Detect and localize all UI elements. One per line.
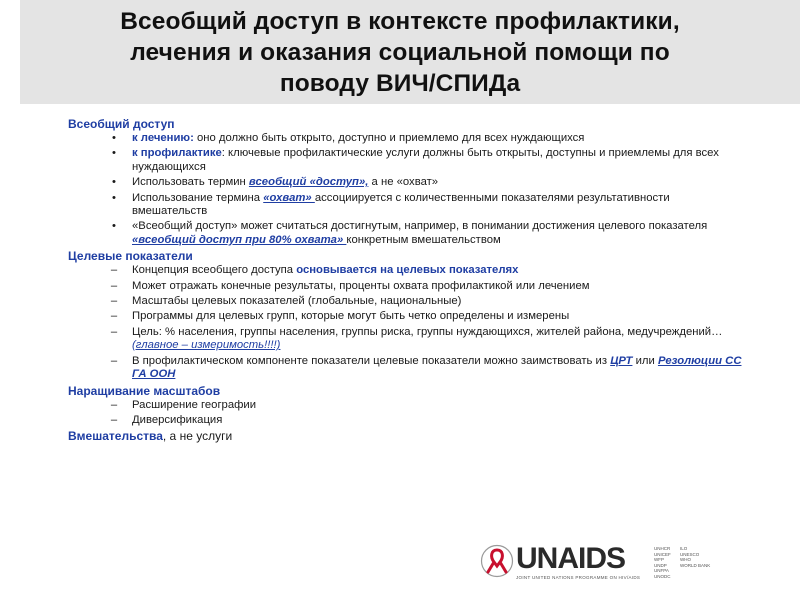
title-line-3: поводу ВИЧ/СПИДа — [279, 70, 521, 97]
agency-name: UNICEF — [654, 551, 671, 557]
item-text: конкретным вмешательством — [346, 233, 501, 246]
title-line-2: лечения и оказания социальной помощи по — [130, 39, 670, 66]
bullet-dot-icon: • — [112, 147, 116, 160]
agencies-column-2 — [680, 546, 710, 568]
item-text: Использование термина — [132, 191, 264, 204]
bullet-dot-icon: • — [112, 191, 116, 204]
item-text: Использовать термин — [132, 176, 249, 189]
list-item — [68, 355, 748, 382]
unaids-logo — [480, 540, 760, 584]
list-item — [68, 414, 748, 427]
agency-name: WORLD BANK — [680, 562, 711, 568]
section-heading-interventions — [68, 429, 748, 444]
target-link[interactable]: «всеобщий доступ при 80% охвата» — [132, 233, 347, 246]
list-item — [68, 192, 748, 219]
agency-name: UNODC — [654, 573, 671, 579]
item-text: ассоциируется с количественными показателями результативности вмешательств — [132, 191, 670, 218]
list-item — [68, 264, 748, 277]
item-text: В профилактическом компоненте показатели целевые показатели можно заимствовать из — [132, 354, 611, 367]
section-heading-scale-up: Наращивание масштабов — [68, 383, 221, 398]
item-text: оно должно быть открыто, доступно и приемлемо для всех нуждающихся — [193, 132, 585, 144]
slide-title — [20, 6, 780, 99]
bullet-dot-icon: • — [112, 132, 116, 144]
slide-body — [68, 116, 748, 444]
item-bold: к лечению: — [132, 132, 194, 144]
agencies-column-1 — [654, 546, 671, 579]
red-ribbon-icon — [480, 544, 514, 578]
agency-name: WFP — [654, 557, 664, 562]
list-item — [68, 399, 748, 412]
item-text: Может отражать конечные результаты, проценты охвата профилактикой или лечением — [132, 279, 590, 292]
list-item — [68, 132, 748, 145]
bullet-dot-icon: • — [112, 220, 116, 233]
ungass-resolution-link[interactable]: Резолюции СС ГА ООН — [132, 354, 742, 381]
list-item — [68, 326, 748, 353]
list-item — [68, 280, 748, 293]
item-text: : ключевые профилактические услуги должны быть открыты, доступны и приемлемы для всех нуждающихся — [132, 147, 719, 173]
logo-wordmark: UNAIDS — [516, 542, 626, 575]
term-link[interactable]: «охват» — [263, 191, 315, 204]
interventions-label: Вмешательства — [68, 429, 163, 444]
list-item — [68, 147, 748, 174]
item-bold: к профилактике — [132, 147, 222, 160]
measurability-note[interactable]: (главное – измеримость!!!!) — [132, 339, 281, 352]
dash-bullet-icon: – — [110, 310, 118, 323]
item-text: Цель: % населения, группы населения, группы риска, группы нуждающихся, жителей района, медучреждений… — [132, 325, 723, 338]
item-text: или — [632, 354, 658, 367]
item-text: Концепция всеобщего доступа — [132, 264, 297, 277]
list-item — [68, 310, 748, 323]
dash-bullet-icon: – — [110, 325, 118, 338]
section-heading-targets: Целевые показатели — [68, 249, 193, 264]
dash-bullet-icon: – — [110, 398, 118, 411]
agency-name: ILO — [680, 546, 688, 551]
bullet-dot-icon: • — [112, 176, 116, 189]
item-text: а не «охват» — [368, 176, 439, 189]
item-emphasis: основывается на целевых показателях — [296, 264, 519, 277]
agency-name: UNESCO — [680, 551, 700, 557]
logo-tagline: JOINT UNITED NATIONS PROGRAMME ON HIV/AIDS — [516, 575, 641, 580]
dash-bullet-icon: – — [110, 279, 118, 292]
item-text: Масштабы целевых показателей (глобальные, национальные) — [132, 295, 462, 308]
item-text: Диверсификация — [132, 413, 223, 426]
agency-name: UNDP — [654, 562, 667, 568]
dash-bullet-icon: – — [110, 264, 118, 277]
item-text: «Всеобщий доступ» может считаться достигнутым, например, в понимании достижения целевого показателя — [132, 220, 708, 233]
dash-bullet-icon: – — [110, 354, 118, 367]
list-item — [68, 295, 748, 308]
term-link[interactable]: всеобщий «доступ», — [248, 176, 369, 189]
mdg-link[interactable]: ЦРТ — [610, 354, 633, 367]
agency-name: UNHCR — [654, 546, 671, 551]
dash-bullet-icon: – — [110, 413, 118, 426]
title-line-1: Всеобщий доступ в контексте профилактики, — [120, 8, 680, 35]
section-heading-universal-access: Всеобщий доступ — [68, 117, 175, 131]
item-text: Расширение географии — [132, 398, 257, 411]
scale-up-list — [68, 399, 748, 428]
dash-bullet-icon: – — [110, 295, 118, 308]
item-text: Программы для целевых групп, которые могут быть четко определены и измерены — [132, 310, 570, 323]
interventions-suffix: , а не услуги — [162, 429, 233, 444]
targets-list — [68, 264, 748, 381]
agency-name: UNFPA — [654, 568, 669, 573]
list-item — [68, 220, 748, 247]
list-item — [68, 176, 748, 189]
agency-name: WHO — [680, 557, 691, 562]
universal-access-list — [68, 132, 748, 247]
